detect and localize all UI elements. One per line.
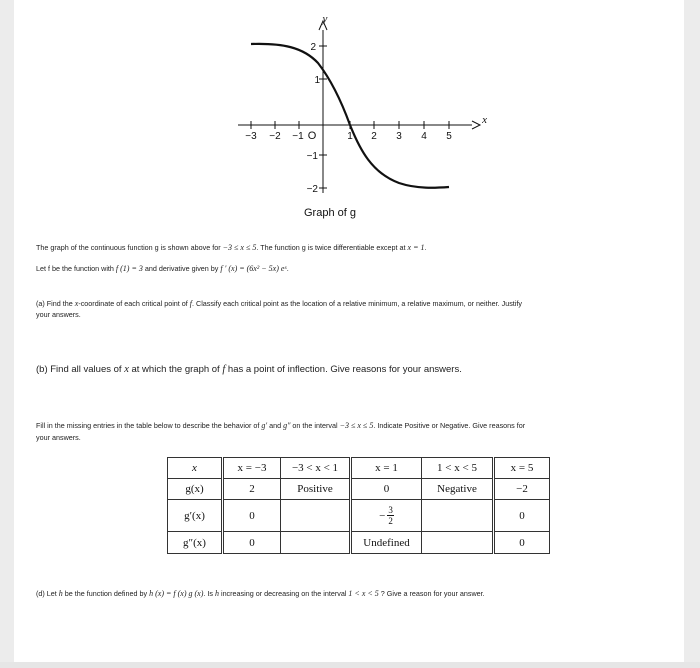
- table-cell-empty[interactable]: [281, 532, 351, 554]
- fraction-numerator: 3: [388, 505, 393, 515]
- origin-label: O: [307, 130, 317, 142]
- part-b-question: (b) Find all values of x at which the graph of f has a point of inflection. Give reasons for your answers.: [36, 364, 462, 375]
- table-cell: Undefined: [351, 532, 422, 554]
- fraction-sign: −: [379, 509, 386, 522]
- graph-caption: Graph of g: [304, 207, 356, 219]
- part-a-line-1: (a) Find the x-coordinate of each critical point of f. Classify each critical point as the location of a relative minimum, a relative maximum, or neither. Justify: [36, 299, 522, 308]
- y-tick-label: 1: [314, 75, 320, 86]
- table-cell: 0: [223, 500, 281, 532]
- table-header-cell: x = 1: [351, 458, 422, 479]
- table-cell: Negative: [422, 479, 494, 500]
- x-axis-label: x: [482, 114, 487, 126]
- fraction-stack: [387, 505, 394, 526]
- x-tick-label: 5: [446, 131, 452, 142]
- table-header-cell: x: [168, 458, 223, 479]
- row-label-g-double-prime: g″(x): [168, 532, 223, 554]
- table-header-cell: x = 5: [494, 458, 550, 479]
- part-d-question: (d) Let h be the function defined by h (x) = f (x) g (x). Is h increasing or decreasing on the interval 1 < x < 5 ? Give a reason for your answer.: [36, 589, 485, 598]
- table-cell-fraction: [351, 500, 422, 532]
- table-row: [168, 479, 550, 500]
- table-row: [168, 532, 550, 554]
- table-header-row: [168, 458, 550, 479]
- part-c-line-1: Fill in the missing entries in the table below to describe the behavior of g′ and g″ on the interval −3 ≤ x ≤ 5. Indicate Positive or Negative. Give reasons for: [36, 421, 526, 430]
- table-cell-empty[interactable]: [422, 500, 494, 532]
- fraction-neg-three-halves: [379, 505, 394, 526]
- row-label-g: g(x): [168, 479, 223, 500]
- behavior-table: [167, 457, 550, 554]
- row-label-g-prime: g′(x): [168, 500, 223, 532]
- graph-of-g: [200, 5, 490, 205]
- y-tick-label: −2: [306, 184, 318, 195]
- y-tick-label: 2: [310, 42, 316, 53]
- table-cell-empty[interactable]: [422, 532, 494, 554]
- x-tick-label: 1: [347, 131, 353, 142]
- table-header-cell: x = −3: [223, 458, 281, 479]
- x-tick-label: −3: [245, 131, 257, 142]
- table-cell: −2: [494, 479, 550, 500]
- y-tick-label: −1: [306, 151, 318, 162]
- table-cell: 0: [494, 532, 550, 554]
- x-tick-label: 2: [371, 131, 377, 142]
- bottom-shadow: [0, 662, 700, 668]
- x-tick-label: −2: [269, 131, 281, 142]
- table-header-cell: 1 < x < 5: [422, 458, 494, 479]
- intro-line-2: Let f be the function with f (1) = 3 and derivative given by f ′ (x) = (6x² − 5x) eˣ.: [36, 264, 289, 273]
- table-header-cell: −3 < x < 1: [281, 458, 351, 479]
- intro-line-1: The graph of the continuous function g is shown above for −3 ≤ x ≤ 5. The function g is twice differentiable except at x = 1.: [36, 243, 427, 252]
- table-cell-empty[interactable]: [281, 500, 351, 532]
- fraction-denominator: 2: [388, 516, 393, 526]
- x-tick-label: −1: [292, 131, 304, 142]
- table-row: [168, 500, 550, 532]
- table-cell: 0: [494, 500, 550, 532]
- table-cell: 0: [223, 532, 281, 554]
- part-a-line-2: your answers.: [36, 310, 81, 319]
- right-shadow: [684, 0, 700, 668]
- g-curve: [251, 44, 449, 188]
- part-c-line-2: your answers.: [36, 433, 81, 442]
- y-axis-label: y: [322, 13, 328, 25]
- table-cell: Positive: [281, 479, 351, 500]
- table-cell: 2: [223, 479, 281, 500]
- left-shadow: [0, 0, 14, 668]
- x-tick-label: 3: [396, 131, 402, 142]
- x-tick-label: 4: [421, 131, 427, 142]
- x-axis-arrow: [472, 121, 480, 129]
- table-cell: 0: [351, 479, 422, 500]
